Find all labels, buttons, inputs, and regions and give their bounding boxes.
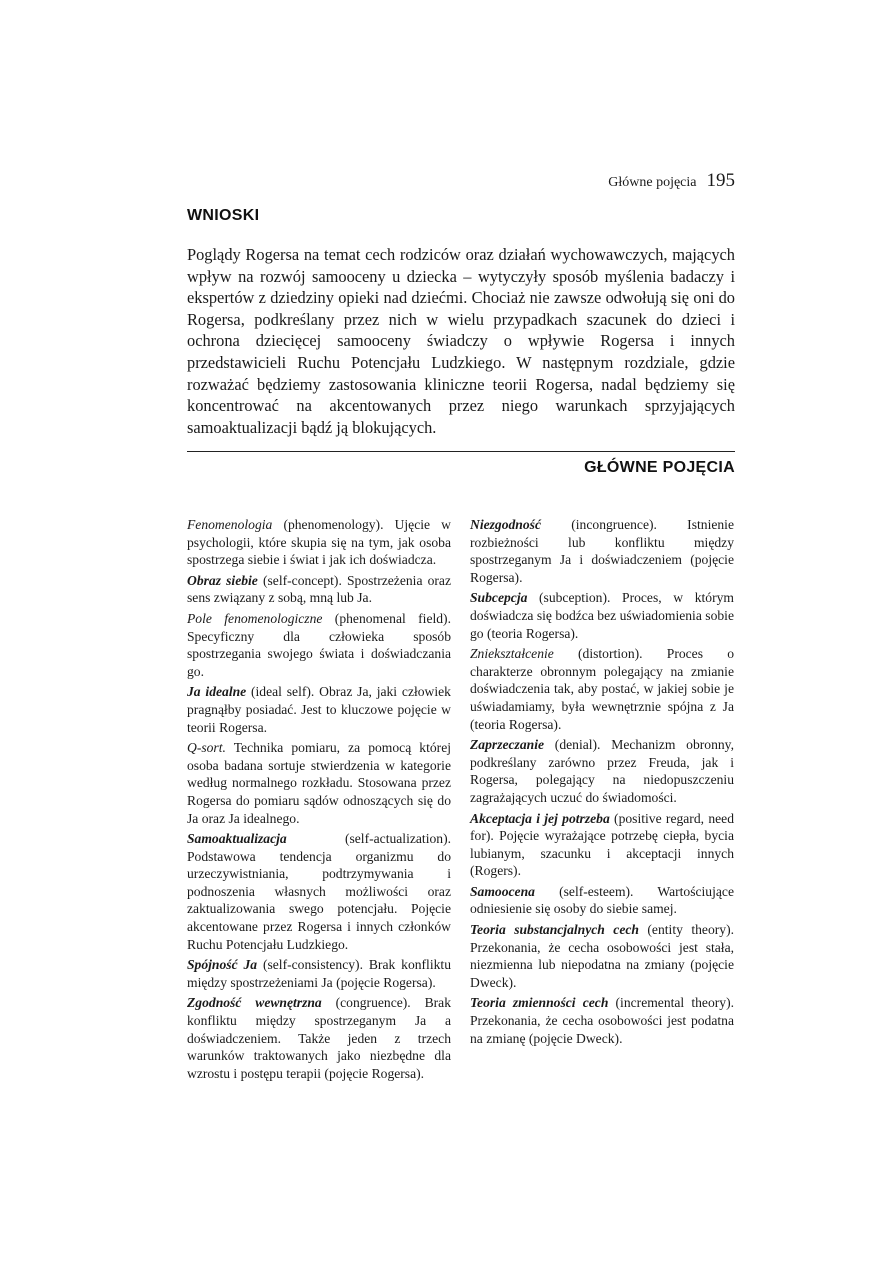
glossary-entry [187, 956, 451, 991]
glossary-term: Ja idealne [187, 684, 247, 700]
glossary-entry [470, 645, 734, 733]
glossary-term: Fenomenologia [187, 517, 273, 532]
glossary-term: Zaprzeczanie [470, 737, 545, 753]
glossary-entry [187, 994, 451, 1082]
glossary-entry [187, 739, 451, 827]
glossary-definition: (self-concept). Spostrzeżenia oraz sens związany z sobą, mną lub Ja. [187, 572, 451, 606]
glossary-term: Samoocena [470, 883, 535, 899]
glossary-term: Niezgodność [470, 517, 541, 532]
glossary-term: Teoria zmienności cech [470, 995, 609, 1011]
running-head [608, 170, 735, 192]
glossary-entry [470, 516, 734, 586]
glossary-definition: (positive regard, need for). Pojęcie wyrażające potrzebę ciepła, bycia lubianym, szacunku i akceptacji innych (Rogers). [470, 810, 734, 879]
glossary-heading: GŁÓWNE POJĘCIA [584, 459, 735, 476]
running-title: Główne pojęcia [608, 175, 697, 190]
glossary-entry [187, 683, 451, 736]
glossary-definition: Technika pomiaru, za pomocą której osoba badana sortuje stwierdzenia w kategorie według normalnego rozkładu. Stosowana przez Rogersa do pomiaru sądów odnoszących się do Ja oraz Ja idealnego. [187, 740, 451, 826]
glossary-entry [187, 830, 451, 953]
glossary-entry [187, 572, 451, 607]
glossary-definition: (incremental theory). Przekonania, że cecha osobowości jest podatna na zmianę (pojęcie Dweck). [470, 995, 735, 1046]
glossary-right-column [470, 516, 734, 1050]
glossary-term: Teoria substancjalnych cech [470, 922, 639, 938]
glossary-definition: (self-consistency). Brak konfliktu między spostrzeżeniami Ja (pojęcie Rogersa). [187, 957, 451, 990]
glossary-entry [187, 610, 451, 680]
glossary-definition: (phenomenology). Ujęcie w psychologii, które skupia się na tym, jak osoba spostrzega siebie i świat i jak ich doświadcza. [187, 517, 451, 568]
glossary-term: Pole fenomenologiczne [187, 610, 323, 626]
section-divider [187, 451, 735, 452]
glossary-entry [470, 736, 734, 806]
glossary-term: Obraz siebie [187, 572, 258, 588]
glossary-definition: (incongruence). Istnienie rozbieżności lub konfliktu między spostrzeganym Ja i doświadczeniem (pojęcie Rogersa). [470, 517, 734, 585]
glossary-term: Q-sort. [187, 740, 226, 756]
glossary-entry [470, 589, 734, 642]
glossary-term: Zniekształcenie [470, 646, 554, 662]
glossary-definition: (denial). Mechanizm obronny, podkreślany zarówno przez Freuda, jak i Rogersa, polegający na niedopuszczeniu zagrażających uczuć do świadomości. [470, 737, 734, 805]
glossary-entry [470, 883, 734, 918]
glossary-term: Akceptacja i jej potrzeba [470, 810, 610, 826]
glossary-term: Samoaktualizacja [187, 831, 287, 847]
glossary-definition: (self-esteem). Wartościujące odniesienie się osoby do siebie samej. [470, 883, 734, 917]
glossary-definition: (entity theory). Przekonania, że cecha osobowości jest stała, niezmienna lub niepodatna na zmiany (pojęcie Dweck). [470, 922, 734, 990]
page-number: 195 [706, 170, 735, 191]
glossary-entry [470, 921, 734, 991]
glossary-definition: (subception). Proces, w którym doświadcza się bodźca bez uświadomienia sobie go (teoria Rogersa). [470, 590, 734, 641]
glossary-entry [470, 810, 734, 880]
glossary-term: Spójność Ja [187, 957, 258, 973]
glossary-entry [470, 994, 734, 1047]
glossary-term: Subcepcja [470, 590, 528, 606]
conclusions-heading: WNIOSKI [187, 207, 260, 224]
glossary-definition: (distortion). Proces o charakterze obronnym polegający na zmianie doświadczenia tak, aby postać, w jakiej sobie je uświadamiamy, była wewnętrznie spójna z Ja (teoria Rogersa). [470, 646, 734, 732]
glossary-left-column [187, 516, 451, 1085]
glossary-definition: (self-actualization). Podstawowa tendencja organizmu do urzeczywistniania, podtrzymywania i podnoszenia własnych możliwości oraz zaktualizowania swego potencjału. Pojęcie akcentowane przez Rogersa i innych członków Ruchu Potencjału Ludzkiego. [187, 831, 451, 952]
glossary-definition: (ideal self). Obraz Ja, jaki człowiek pragnąłby posiadać. Jest to kluczowe pojęcie w teorii Rogersa. [187, 684, 451, 735]
glossary-definition: (congruence). Brak konfliktu między spostrzeganym Ja a doświadczeniem. Także jeden z trzech warunków traktowanych jako niezbędne dla wzrostu i postępu terapii (pojęcie Rogersa). [187, 995, 452, 1081]
glossary-term: Zgodność wewnętrzna [187, 995, 322, 1011]
glossary-definition: (phenomenal field). Specyficzny dla człowieka sposób spostrzegania swojego świata i doświadczania go. [187, 610, 451, 679]
glossary-entry [187, 516, 451, 569]
conclusions-paragraph: Poglądy Rogersa na temat cech rodziców oraz działań wychowawczych, mających wpływ na rozwój samooceny u dziecka – wytyczyły sposób myślenia badaczy i ekspertów z dziedziny opieki nad dziećmi. Chociaż nie zawsze odwołują się oni do Rogersa, podkreślany przez nich w wielu przypadkach szacunek do dzieci i ochrona dziecięcej samooceny świadczy o wpływie Rogersa i innych przedstawicieli Ruchu Potencjału Ludzkiego. W następnym rozdziale, gdzie rozważać będziemy zastosowania kliniczne teorii Rogersa, nadal będziemy się koncentrować na akcentowanych przez niego warunkach sprzyjających samoaktualizacji bądź ją blokujących. [187, 245, 735, 437]
